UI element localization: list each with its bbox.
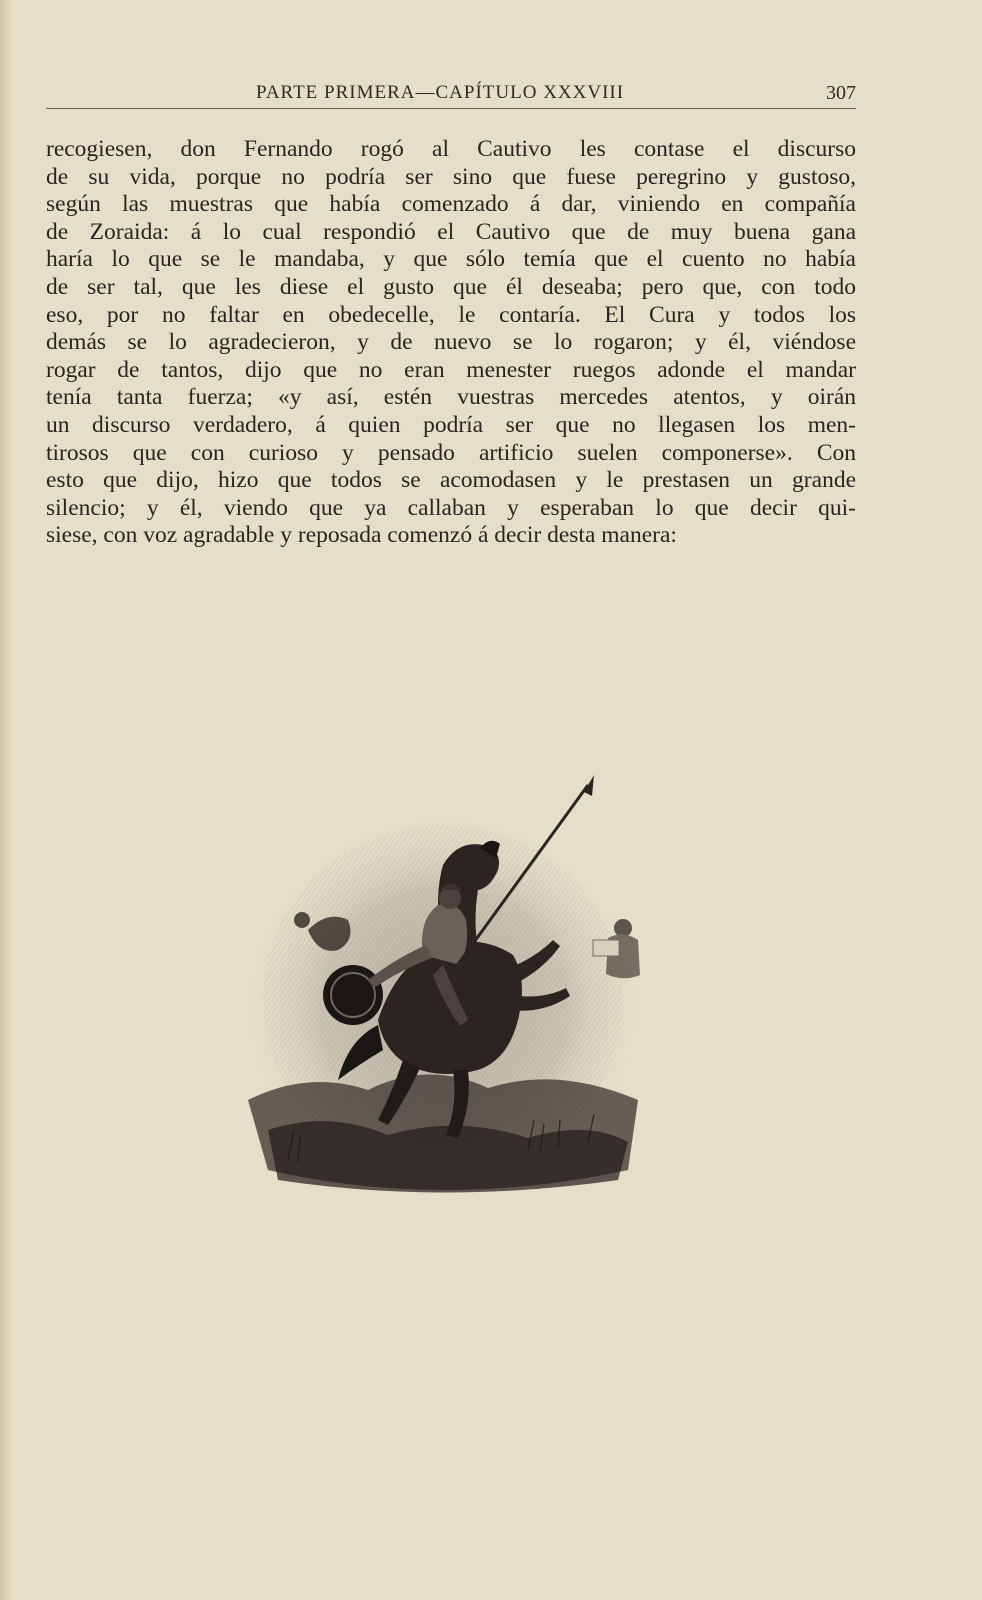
illustration-vignette (228, 770, 658, 1210)
text-line: de ser tal, que les diese el gusto que él deseaba; pero que, con todo (46, 273, 856, 300)
text-line: rogar de tantos, dijo que no eran menester ruegos adonde el mandar (46, 356, 856, 383)
running-head (46, 80, 856, 110)
page-number: 307 (826, 82, 856, 104)
text-line: tenía tanta fuerza; «y así, estén vuestras mercedes atentos, y oirán (46, 384, 856, 411)
body-text (46, 136, 856, 550)
page-edge-shadow (0, 0, 12, 1600)
text-line: eso, por no faltar en obedecelle, le contaría. El Cura y todos los (46, 301, 856, 328)
text-line: siese, con voz agradable y reposada comenzó á decir desta manera: (46, 522, 677, 549)
header-rule (46, 108, 856, 109)
knight-horse-engraving (228, 770, 658, 1210)
text-line: silencio; y él, viendo que ya callaban y esperaban lo que decir qui- (46, 494, 856, 521)
text-line: haría lo que se le mandaba, y que sólo temía que el cuento no había (46, 246, 856, 273)
text-line: un discurso verdadero, á quien podría ser que no llegasen los men- (46, 411, 856, 438)
text-line: de Zoraida: á lo cual respondió el Cautivo que de muy buena gana (46, 218, 856, 245)
text-line: esto que dijo, hizo que todos se acomodasen y le prestasen un grande (46, 467, 856, 494)
text-line: de su vida, porque no podría ser sino que fuese peregrino y gustoso, (46, 163, 856, 190)
text-line: tirosos que con curioso y pensado artificio suelen componerse». Con (46, 439, 856, 466)
text-line: recogiesen, don Fernando rogó al Cautivo les contase el discurso (46, 136, 856, 162)
text-line: según las muestras que había comenzado á dar, viniendo en compañía (46, 191, 856, 218)
text-line: demás se lo agradecieron, y de nuevo se lo rogaron; y él, viéndose (46, 329, 856, 356)
running-title: PARTE PRIMERA—CAPÍTULO XXXVIII (256, 82, 625, 103)
